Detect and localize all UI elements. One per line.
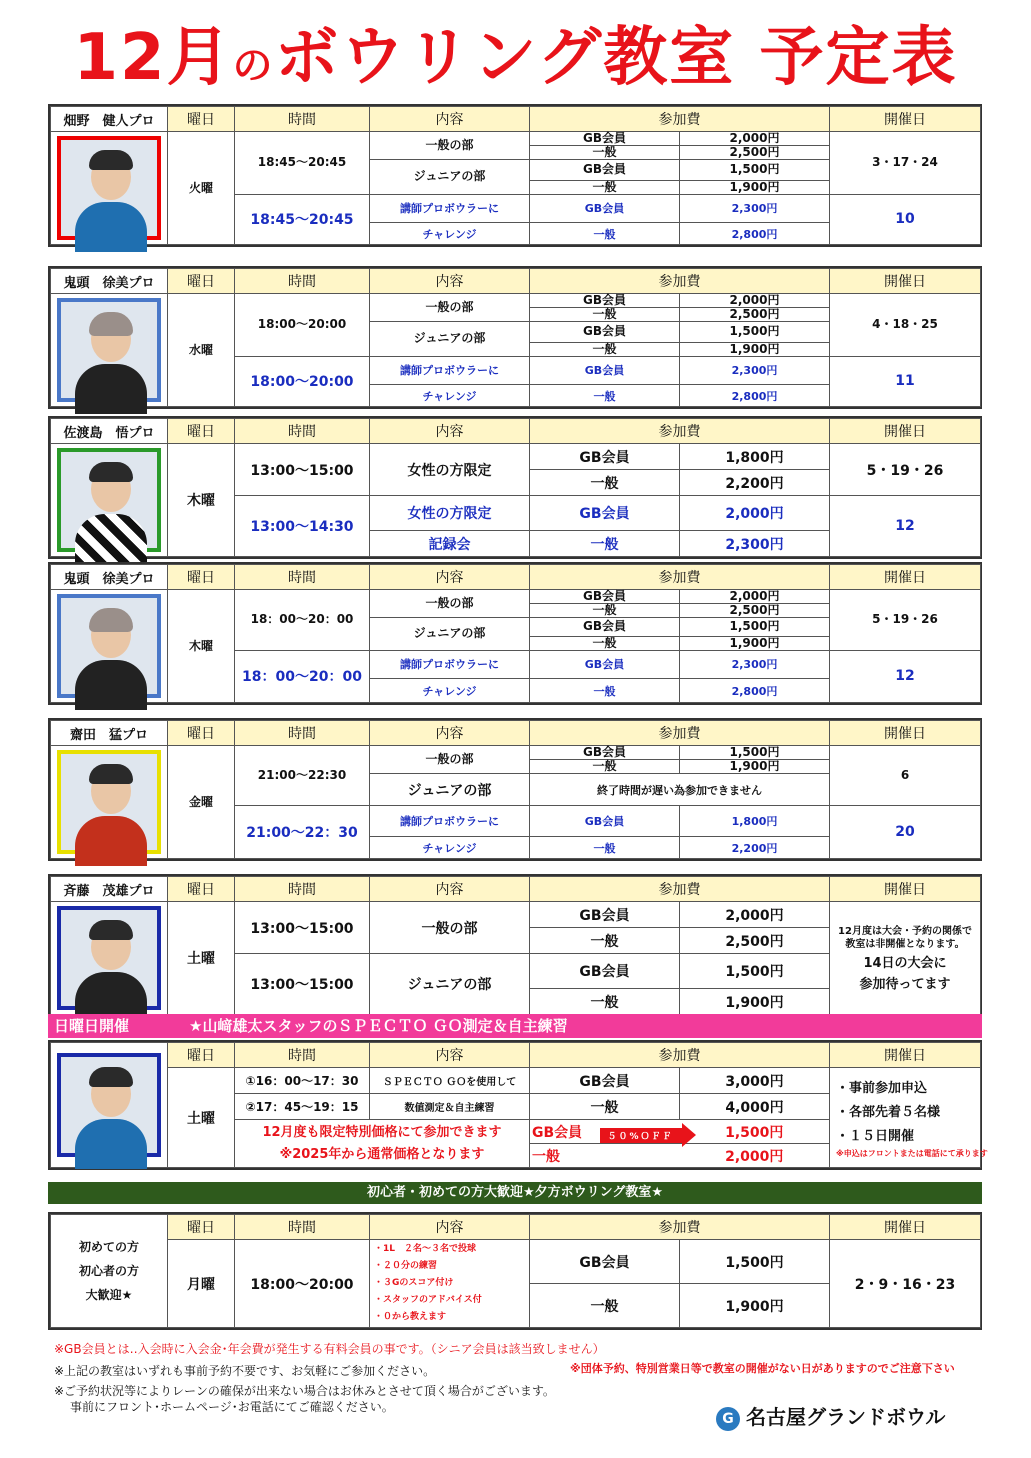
pro-name: 鬼頭 徐美プロ [51,565,168,590]
pro-photo [57,448,161,552]
footer-note-4: 事前にフロント･ホームページ･お電話にてご確認ください。 [70,1400,394,1414]
beginner-banner: 初心者・初めての方大歓迎★夕方ボウリング教室★ [48,1182,982,1204]
schedule-block-saito: 斉藤 茂雄プロ 曜日 時間 内容 参加費 開催日 土曜 13:00～15:00 一般の部 GB会員 2,000円 12月度は大会・予約の関係で 教室は非開催となります。 14日の大会に 参加待ってます 一般 2,500円 13:00～15:00 ジュニアの部 GB会員 1,500円 一般 1,900円 [48,874,982,1017]
pro-photo [57,906,161,1010]
pro-name: 畑野 健人プロ [51,107,168,132]
pro-photo [57,136,161,240]
schedule-block-saita: 齋田 猛プロ 曜日 時間 内容 参加費 開催日 金曜 21:00～22:30 一般の部 GB会員 1,500円 6 一般 1,900円 ジュニアの部 終了時間が遅い為参加できません 21:00～22：30 講師プロボウラーに GB会員 1,800円 20 チャレンジ 一般 2,200円 [48,718,982,861]
schedule-block-sadoshima: 佐渡島 悟プロ 曜日 時間 内容 参加費 開催日 木曜 13:00～15:00 女性の方限定 GB会員 1,800円 5・19・26 一般 2,200円 13:00～14:30 女性の方限定 GB会員 2,000円 12 記録会 一般 2,300円 [48,416,982,559]
schedule-block-beginner: 初めての方 初心者の方 大歓迎★ 曜日 時間 内容 参加費 開催日 月曜 18:00～20:00 ・1L ２名～３名で投球 ・２０分の練習 ・３Gのスコア付け ・スタッフのアドバイス付 ・０から教えます GB会員 1,500円 2・9・16・23 一般 1,900円 [48,1212,982,1330]
footer-note-3: ※ご予約状況等によりレーンの確保が出来ない場合はお休みとさせて頂く場合がございます。 [54,1384,555,1398]
schedule-block-hatano: 畑野 健人プロ 曜日 時間 内容 参加費 開催日 火曜 18:45～20:45 一般の部 GB会員 2,000円 3・17・24 一般 2,500円 ジュニアの部 GB会員 1,500円 一般 1,900円 18:45～20:45 講師プロボウラーに GB会員 2,300円 10 チャレンジ 一般 2,800円 [48,104,982,247]
schedule-block-kito-wed: 鬼頭 徐美プロ 曜日 時間 内容 参加費 開催日 水曜 18:00～20:00 一般の部 GB会員 2,000円 4・18・25 一般 2,500円 ジュニアの部 GB会員 1,500円 一般 1,900円 18:00～20:00 講師プロボウラーに GB会員 2,300円 11 チャレンジ 一般 2,800円 [48,266,982,409]
footer-note-2b: ※団体予約、特別営業日等で教室の開催がない日がありますのでご注意下さい [570,1362,955,1375]
logo-icon: G [716,1407,740,1431]
footer-note-1: ※GB会員とは‥入会時に入会金･年会費が発生する有料会員の事です。（シニア会員は該当致しません） [54,1342,605,1356]
sunday-banner: 日曜日開催 ★山﨑雄太スタッフのＳＰＥＣＴＯ ＧＯ測定＆自主練習 [48,1014,982,1038]
pro-name: 佐渡島 悟プロ [51,419,168,444]
page-title: 12月のボウリング教室 予定表 [73,21,958,95]
schedule-block-kito-thu: 鬼頭 徐美プロ 曜日 時間 内容 参加費 開催日 木曜 18：00～20：00 一般の部 GB会員 2,000円 5・19・26 一般 2,500円 ジュニアの部 GB会員 1,500円 一般 1,900円 18：00～20：00 講師プロボウラーに GB会員 2,300円 12 チャレンジ 一般 2,800円 [48,562,982,705]
pro-photo [57,594,161,698]
footer-note-2: ※上記の教室はいずれも事前予約不要です、お気軽にご参加ください。 [54,1364,436,1378]
schedule-block-specto: 曜日 時間 内容 参加費 開催日 土曜 ①16：00～17：30 ＳＰＥＣＴＯ ＧＯを使用して GB会員 3,000円 ・事前参加申込 ・各部先着５名様 ・１５日開催 ※申込はフロントまたは電話にて承ります ②17：45～19：15 数値測定＆自主練習 一般 4,000円 12月度も限定特別価格にて参加できます ※2025年から通常価格となります GB会員 ５０%ＯＦＦ 1,500円 一般 2,000円 [48,1040,982,1170]
pro-name: 鬼頭 徐美プロ [51,269,168,294]
brand-logo: G 名古屋グランドボウル [716,1401,945,1431]
pro-photo [57,298,161,402]
staff-photo [57,1053,161,1157]
pro-name: 齋田 猛プロ [51,721,168,746]
pro-photo [57,750,161,854]
pro-name: 斉藤 茂雄プロ [51,877,168,902]
discount-arrow: ５０%ＯＦＦ [600,1128,682,1143]
